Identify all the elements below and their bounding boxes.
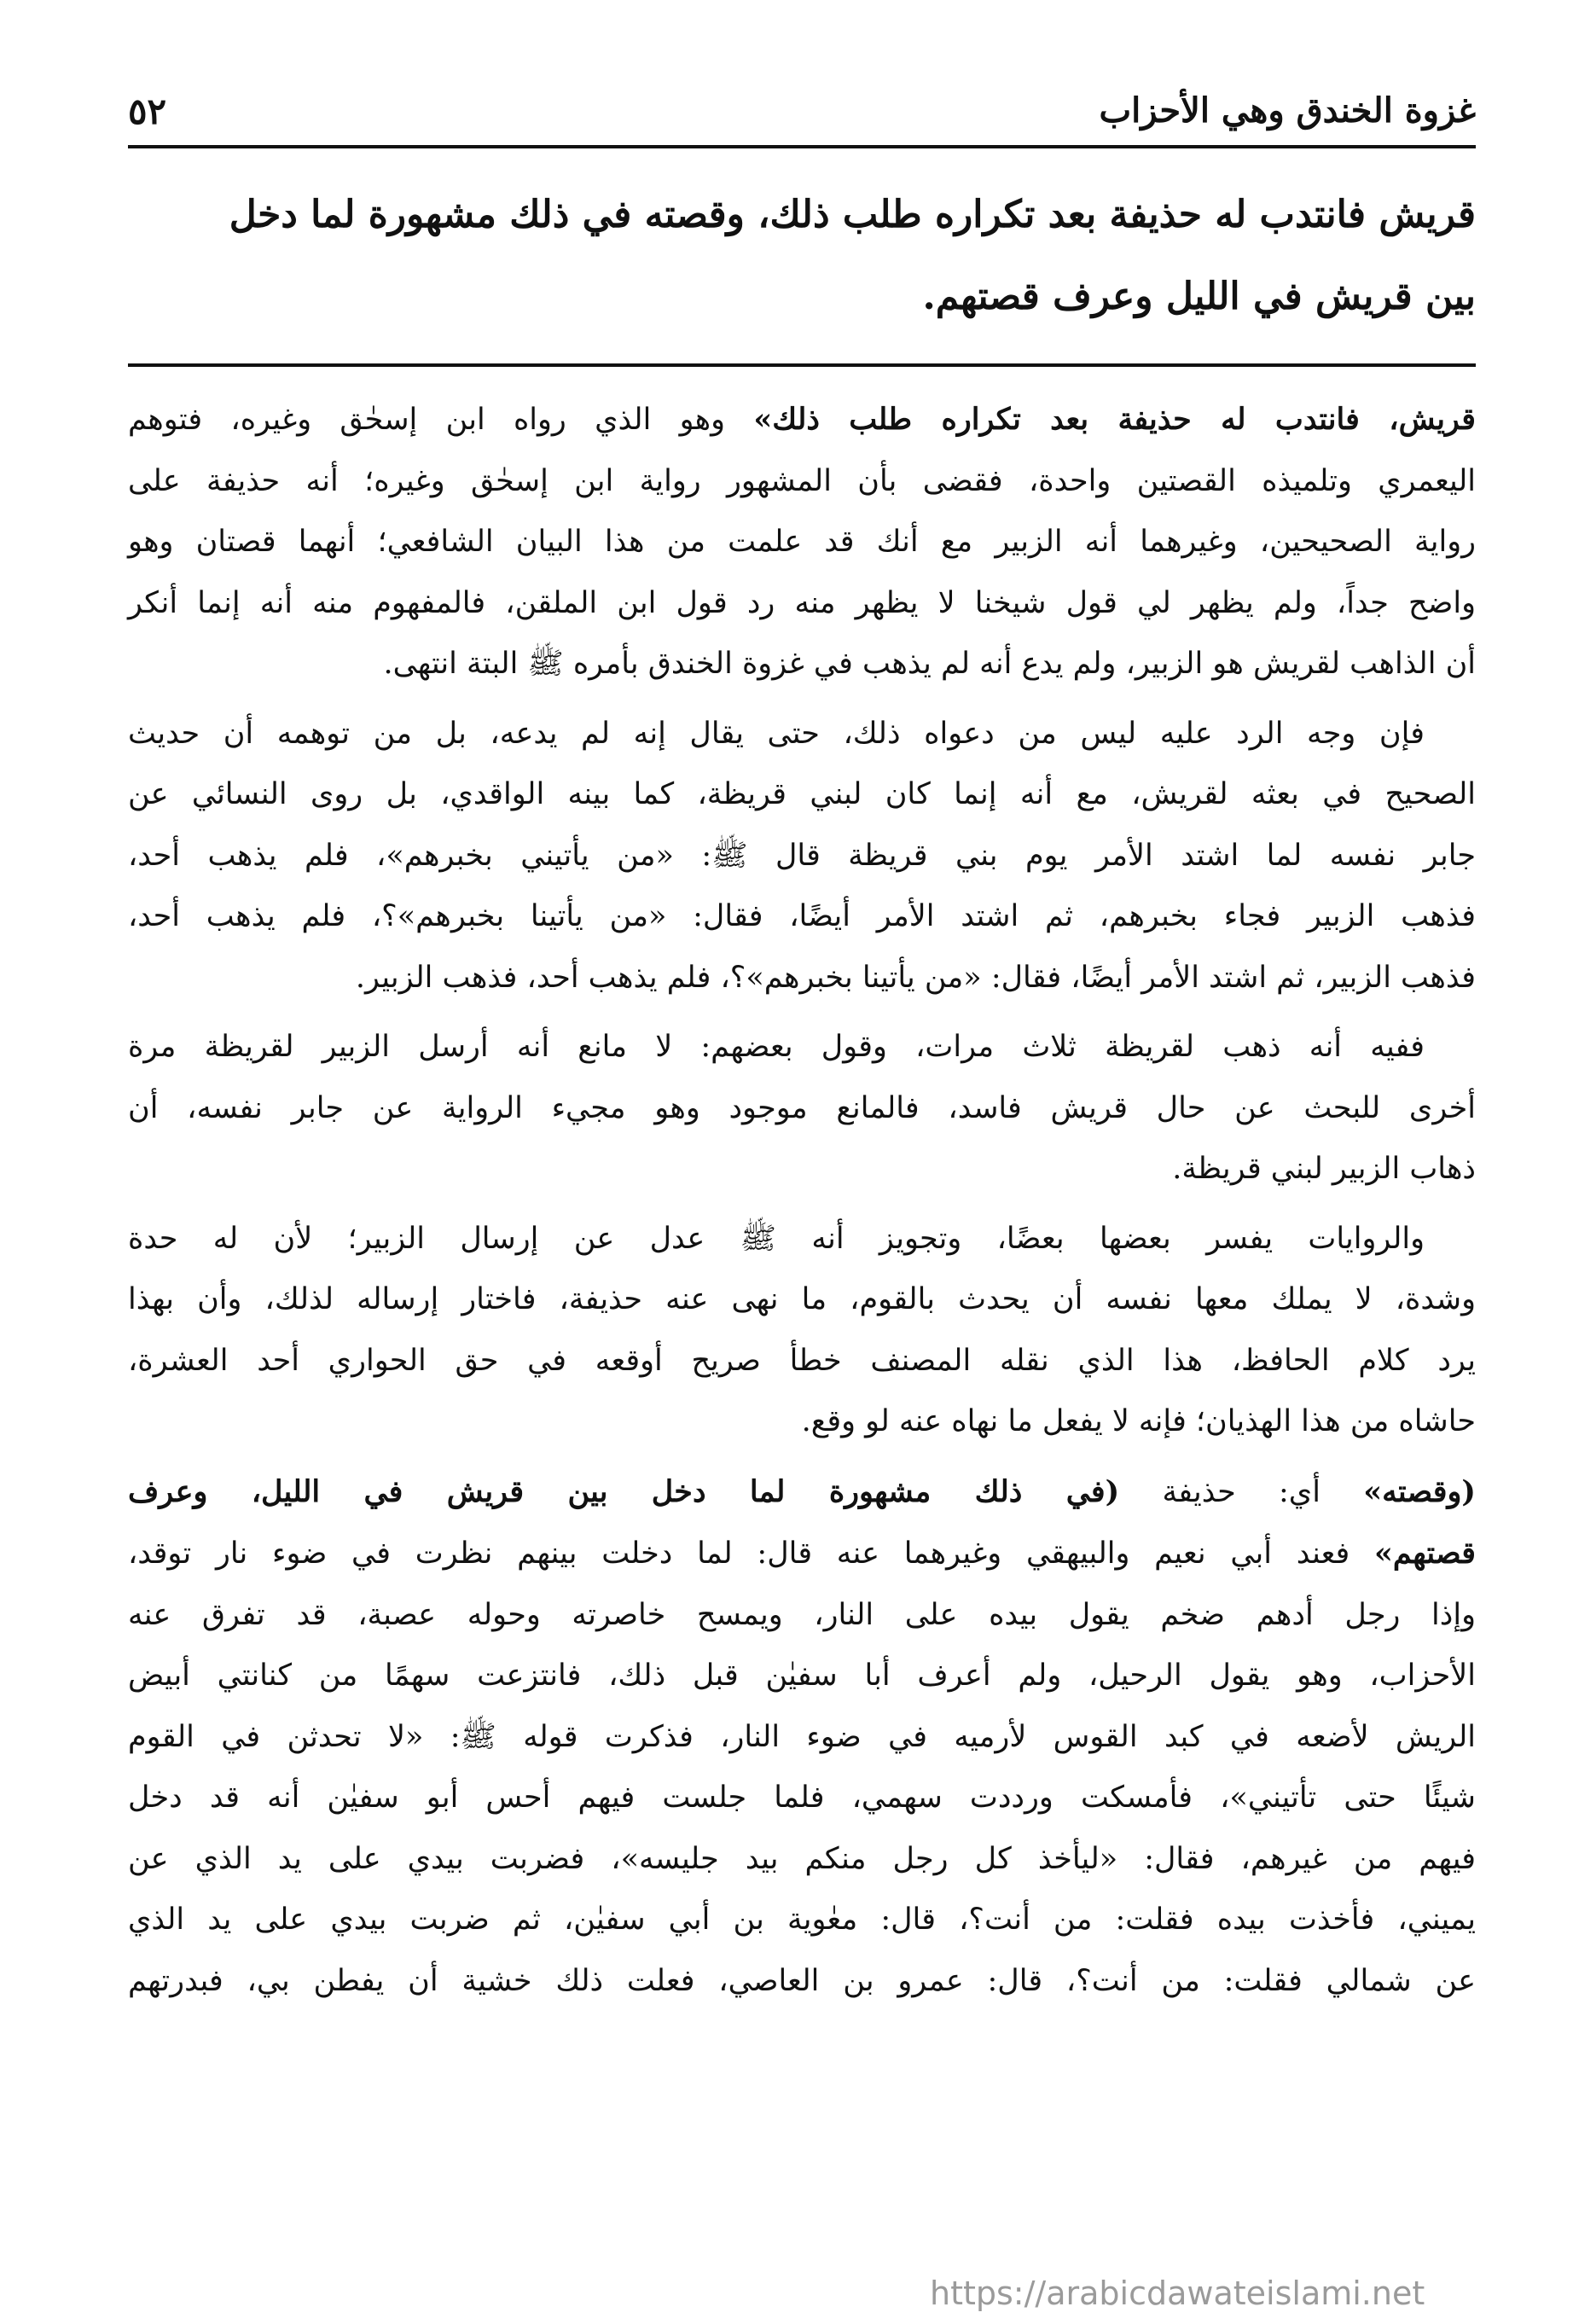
paragraph-2	[128, 704, 1476, 1009]
text-line: جابر نفسه لما اشتد الأمر يوم بني قريظة قال ﷺ: «من يأتيني بخبرهم»، فلم يذهب أحد،	[128, 838, 1476, 873]
text-line	[128, 389, 1476, 451]
paragraph-5	[128, 1461, 1476, 2013]
quoted-matn: (وقصته»	[1363, 1473, 1476, 1509]
text-line: والروايات يفسر بعضها بعضًا، وتجويز أنه ﷺ عدل عن إرسال الزبير؛ لأن له حدة	[128, 1221, 1425, 1256]
text-line: فذهب الزبير، ثم اشتد الأمر أيضًا، فقال: «من يأتينا بخبرهم»؟، فلم يذهب أحد، فذهب الزبير.	[355, 960, 1476, 995]
text-line	[128, 1523, 1476, 1585]
matn-text	[128, 174, 1476, 355]
quoted-matn: (في ذلك مشهورة لما دخل بين قريش في الليل، وعرف	[128, 1473, 1120, 1509]
paragraph-1	[128, 389, 1476, 695]
text-line: ففيه أنه ذهب لقريظة ثلاث مرات، وقول بعضهم: لا مانع أنه أرسل الزبير لقريظة مرة	[128, 1030, 1425, 1064]
matn-line: قريش فانتدب له حذيفة بعد تكراره طلب ذلك، وقصته في ذلك مشهورة لما دخل	[229, 193, 1476, 236]
page-number: ٥٢	[128, 90, 167, 132]
page-header	[128, 85, 1476, 148]
page	[128, 85, 1476, 2252]
quoted-matn: قريش، فانتدب له حذيفة بعد تكراره طلب ذلك»	[753, 402, 1476, 437]
text-line: يرد كلام الحافظ، هذا الذي نقله المصنف خطأ صريح أوقعه في حق الحواري أحد العشرة،	[128, 1343, 1476, 1378]
source-watermark: https://arabicdawateislami.net	[930, 2275, 1425, 2312]
paragraph-3	[128, 1017, 1476, 1200]
text-line: فيهم من غيرهم، فقال: «ليأخذ كل رجل منكم بيد جليسه»، فضربت بيدي على يد الذي عن	[128, 1841, 1476, 1876]
text-line: الريش لأضعه في كبد القوس لأرميه في ضوء النار، فذكرت قوله ﷺ: «لا تحدثن في القوم	[128, 1719, 1476, 1754]
text-span: فعند أبي نعيم والبيهقي وغيرهما عنه قال: لما دخلت بينهم نظرت في ضوء نار توقد،	[128, 1537, 1375, 1571]
text-line: وشدة، لا يملك معها نفسه أن يحدث بالقوم، ما نهى عنه حذيفة، فاختار إرساله لذلك، وأن بهذا	[128, 1282, 1476, 1316]
text-line: اليعمري وتلميذه القصتين واحدة، فقضى بأن المشهور رواية ابن إسحٰق وغيره؛ أنه حذيفة على	[128, 463, 1476, 498]
text-line	[128, 1461, 1476, 1524]
text-line: حاشاه من هذا الهذيان؛ فإنه لا يفعل ما نهاه عنه لو وقع.	[801, 1404, 1476, 1438]
text-line: يميني، فأخذت بيده فقلت: من أنت؟، قال: معٰوية بن أبي سفيٰن، ثم ضربت بيدي على يد الذي	[128, 1903, 1476, 1937]
text-line: عن شمالي فقلت: من أنت؟، قال: عمرو بن العاصي، فعلت ذلك خشية أن يفطن بي، فبدرتهم	[128, 1963, 1476, 1998]
text-line: واضح جداً، ولم يظهر لي قول شيخنا لا يظهر منه رد قول ابن الملقن، فالمفهوم منه أنه إنما أنكر	[128, 585, 1476, 620]
text-span: أي: حذيفة	[1119, 1474, 1364, 1509]
text-line: أن الذاهب لقريش هو الزبير، ولم يدع أنه لم يذهب في غزوة الخندق بأمره ﷺ البتة انتهى.	[383, 647, 1476, 681]
text-line: وإذا رجل أدهم ضخم يقول بيده على النار، ويمسح خاصرته وحوله عصبة، قد تفرق عنه	[128, 1597, 1476, 1632]
paragraph-4	[128, 1209, 1476, 1453]
text-line: فإن وجه الرد عليه ليس من دعواه ذلك، حتى يقال إنه لم يدعه، بل من توهمه أن حديث	[128, 716, 1425, 751]
text-span: وهو الذي رواه ابن إسحٰق وغيره، فتوهم	[128, 403, 754, 437]
text-line: فذهب الزبير فجاء بخبرهم، ثم اشتد الأمر أيضًا، فقال: «من يأتينا بخبرهم»؟، فلم يذهب أحد،	[128, 899, 1476, 933]
text-line: الأحزاب، وهو يقول الرحيل، ولم أعرف أبا سفيٰن قبل ذلك، فانتزعت سهمًا من كنانتي أبيض	[128, 1659, 1476, 1693]
text-line: أخرى للبحث عن حال قريش فاسد، فالمانع موجود وهو مجيء الرواية عن جابر نفسه، أن	[128, 1090, 1476, 1125]
text-line: رواية الصحيحين، وغيرهما أنه الزبير مع أنك قد علمت من هذا البيان الشافعي؛ أنهما قصتان وهو	[128, 525, 1476, 559]
commentary	[128, 389, 1476, 2012]
matn-line: بين قريش في الليل وعرف قصتهم.	[922, 275, 1476, 318]
text-line: شيئًا حتى تأتيني»، فأمسكت ورددت سهمي، فلما جلست فيهم أحس أبو سفيٰن أنه قد دخل	[128, 1781, 1476, 1815]
quoted-matn: قصتهم»	[1374, 1536, 1476, 1571]
running-title: غزوة الخندق وهي الأحزاب	[1099, 90, 1476, 131]
text-line: ذهاب الزبير لبني قريظة.	[1172, 1152, 1476, 1186]
divider	[128, 363, 1476, 367]
text-line: الصحيح في بعثه لقريش، مع أنه إنما كان لبني قريظة، كما بينه الواقدي، بل روى النسائي عن	[128, 777, 1476, 811]
